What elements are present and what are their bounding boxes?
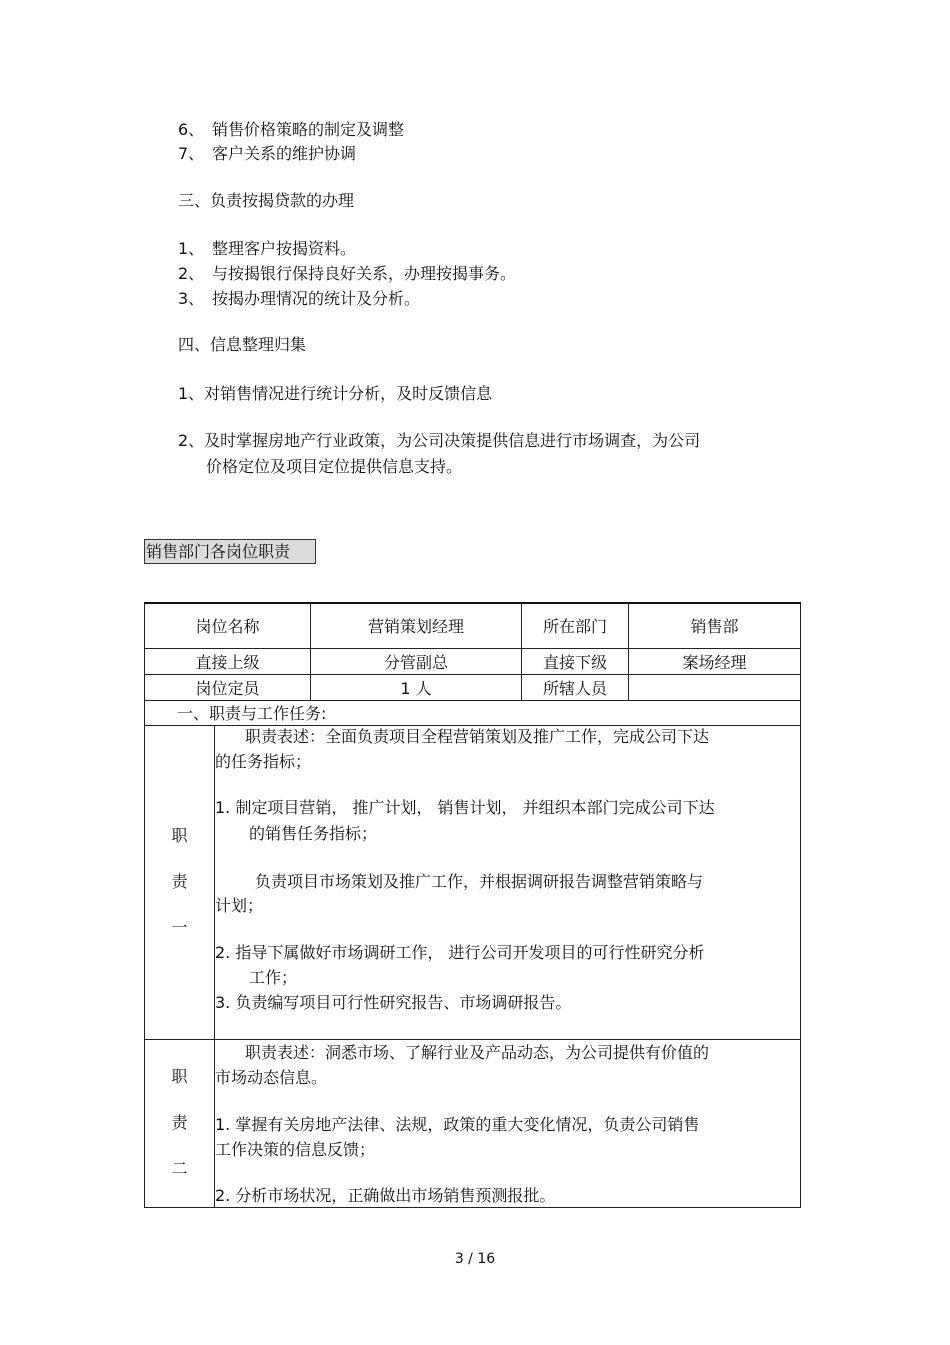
table-cell: 直接下级 bbox=[522, 648, 629, 674]
page-number: 3 / 16 bbox=[454, 1251, 496, 1267]
list-number: 1、 bbox=[178, 239, 205, 258]
duty-line: 负责项目市场策划及推广工作，并根据调研报告调整营销策略与 bbox=[255, 871, 704, 891]
section-title-box: 销售部门各岗位职责 bbox=[144, 539, 316, 564]
list-number: 7、 bbox=[178, 144, 205, 163]
list-number: 6、 bbox=[178, 120, 205, 139]
duty-line: 2. 分析市场状况，正确做出市场销售预测报批。 bbox=[215, 1185, 556, 1205]
duty-label-char: 职 bbox=[171, 826, 188, 845]
table-cell: 销售部 bbox=[629, 603, 801, 648]
duty-label-char: 责 bbox=[171, 1113, 188, 1132]
list-text: 客户关系的维护协调 bbox=[212, 144, 357, 163]
table-row bbox=[145, 674, 801, 700]
table-cell: 分管副总 bbox=[311, 648, 522, 674]
table-cell bbox=[629, 674, 801, 700]
list-item bbox=[178, 238, 356, 260]
duty-label bbox=[145, 725, 215, 1039]
duty-row bbox=[145, 1039, 801, 1207]
duty-line: 3. 负责编写项目可行性研究报告、市场调研报告。 bbox=[215, 992, 572, 1012]
table-row bbox=[145, 603, 801, 648]
list-number: 2、 bbox=[178, 264, 205, 283]
duty-row bbox=[145, 725, 801, 1039]
section-heading: 三、负责按揭贷款的办理 bbox=[178, 191, 355, 210]
list-text: 整理客户按揭资料。 bbox=[212, 239, 357, 258]
job-duty-table bbox=[144, 602, 801, 1208]
duties-header bbox=[145, 700, 801, 725]
paragraph: 价格定位及项目定位提供信息支持。 bbox=[206, 457, 463, 476]
duty-line: 1. 掌握有关房地产法律、法规，政策的重大变化情况，负责公司销售 bbox=[215, 1114, 700, 1134]
duty-content bbox=[215, 725, 801, 1039]
list-item bbox=[178, 143, 356, 165]
duty-label-char: 一 bbox=[171, 918, 188, 937]
table-cell: 1 人 bbox=[311, 674, 522, 700]
table-cell: 直接上级 bbox=[145, 648, 311, 674]
duty-label bbox=[145, 1039, 215, 1207]
table-row bbox=[145, 700, 801, 725]
duty-content bbox=[215, 1039, 801, 1207]
paragraph: 2、及时掌握房地产行业政策，为公司决策提供信息进行市场调查，为公司 bbox=[178, 431, 701, 450]
duty-line: 计划； bbox=[215, 895, 264, 915]
table-cell: 岗位定员 bbox=[145, 674, 311, 700]
duty-line: 职责表述：全面负责项目全程营销策划及推广工作，完成公司下达 bbox=[245, 726, 710, 746]
duty-label-char: 二 bbox=[171, 1159, 188, 1178]
list-number: 3、 bbox=[178, 289, 205, 308]
list-text: 与按揭银行保持良好关系，办理按揭事务。 bbox=[212, 264, 517, 283]
table-cell: 岗位名称 bbox=[145, 603, 311, 648]
table-cell: 案场经理 bbox=[629, 648, 801, 674]
duty-label-char: 职 bbox=[171, 1067, 188, 1086]
duty-line: 工作决策的信息反馈； bbox=[215, 1139, 376, 1159]
table-cell: 所辖人员 bbox=[522, 674, 629, 700]
list-item bbox=[178, 119, 404, 141]
duty-line: 工作； bbox=[249, 967, 298, 987]
table-cell: 营销策划经理 bbox=[311, 603, 522, 648]
duty-line: 职责表述：洞悉市场、了解行业及产品动态，为公司提供有价值的 bbox=[245, 1042, 710, 1062]
paragraph: 1、对销售情况进行统计分析，及时反馈信息 bbox=[178, 384, 493, 403]
duty-line: 的任务指标； bbox=[215, 751, 312, 771]
list-text: 按揭办理情况的统计及分析。 bbox=[212, 289, 421, 308]
table-row bbox=[145, 648, 801, 674]
table-cell: 所在部门 bbox=[522, 603, 629, 648]
section-heading: 四、信息整理归集 bbox=[178, 335, 307, 354]
duty-line: 2. 指导下属做好市场调研工作， 进行公司开发项目的可行性研究分析 bbox=[215, 942, 705, 962]
list-text: 销售价格策略的制定及调整 bbox=[212, 120, 405, 139]
duty-line: 1. 制定项目营销， 推广计划， 销售计划， 并组织本部门完成公司下达 bbox=[215, 797, 715, 817]
list-item bbox=[178, 288, 420, 310]
duties-header-text: 一、职责与工作任务: bbox=[177, 704, 327, 723]
list-item bbox=[178, 263, 516, 285]
duty-line: 市场动态信息。 bbox=[215, 1067, 328, 1087]
duty-label-char: 责 bbox=[171, 872, 188, 891]
duty-line: 的销售任务指标； bbox=[249, 823, 378, 843]
